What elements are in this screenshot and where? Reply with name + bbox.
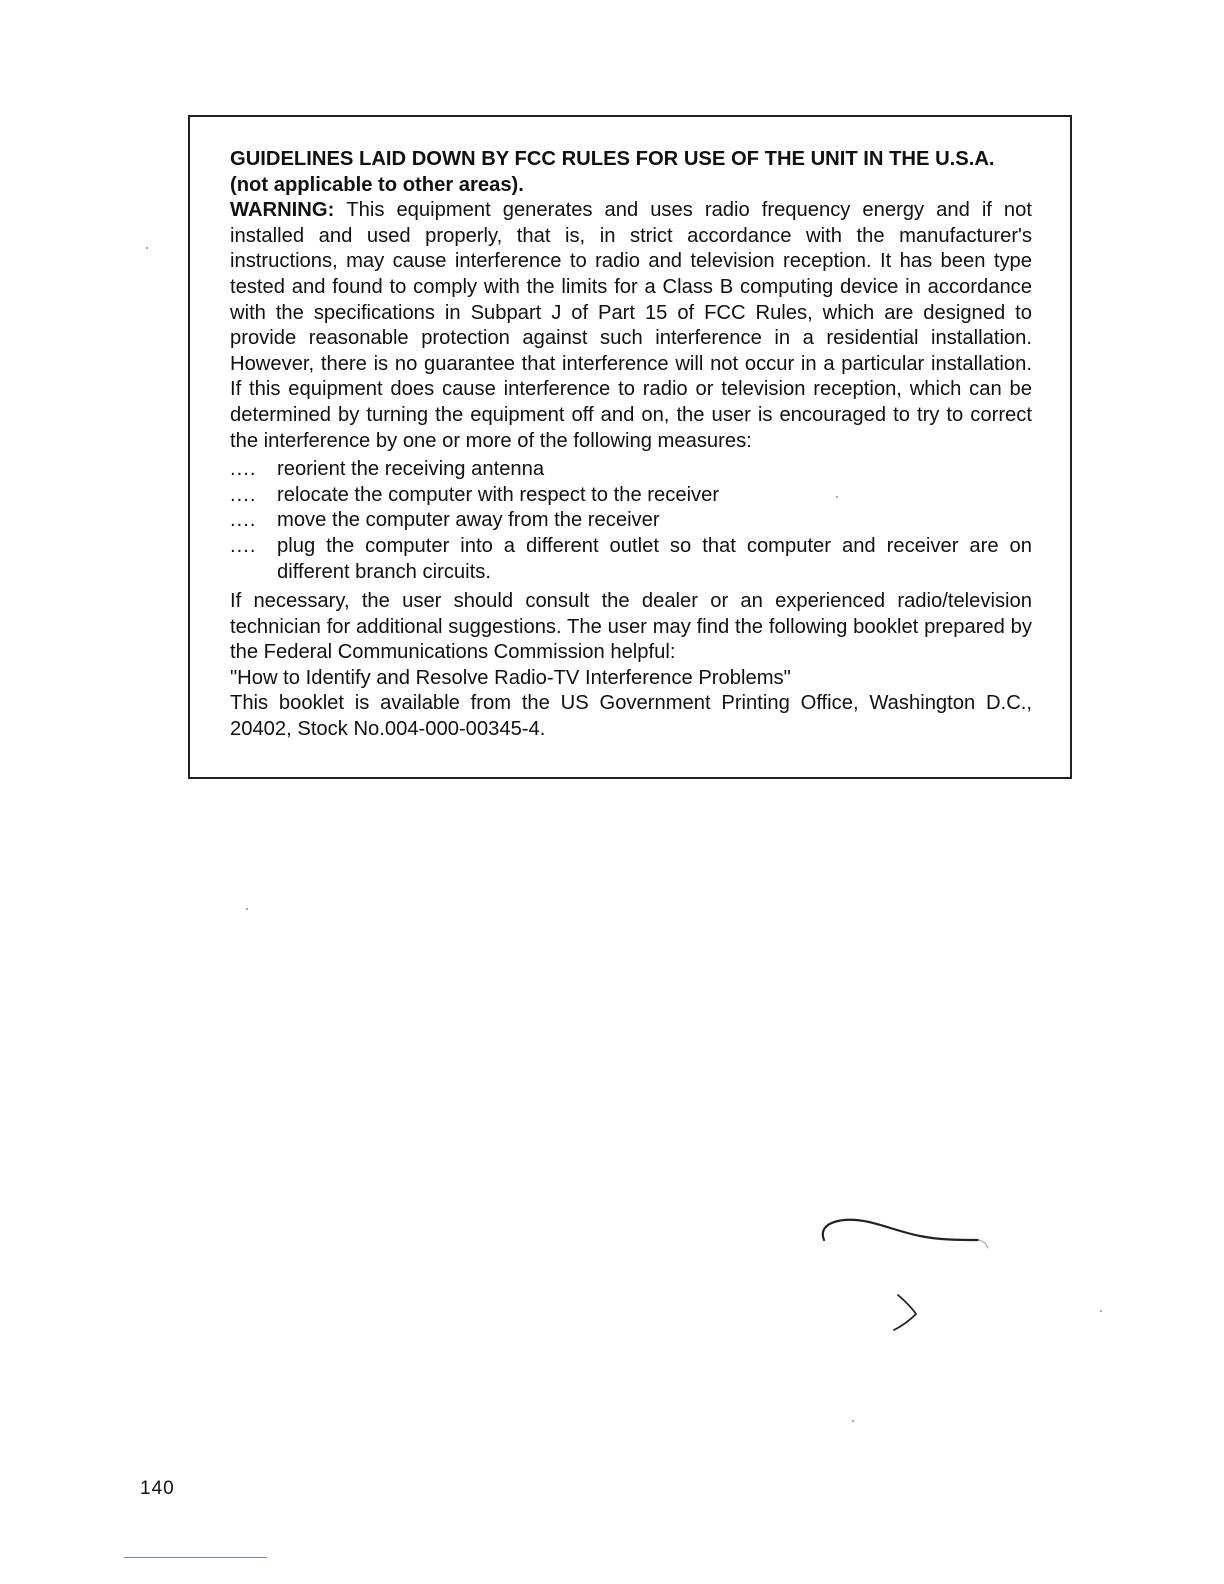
- scan-speck: [246, 908, 248, 910]
- measure-text: relocate the computer with respect to the receiver: [277, 483, 720, 506]
- list-item: [230, 534, 1032, 585]
- measure-prefix: ....: [230, 483, 257, 506]
- measure-prefix: ....: [230, 534, 257, 557]
- list-item: [230, 457, 1032, 483]
- list-item: [230, 483, 1032, 509]
- notice-heading: GUIDELINES LAID DOWN BY FCC RULES FOR USE OF THE UNIT IN THE U.S.A.: [230, 148, 995, 170]
- booklet-title: "How to Identify and Resolve Radio-TV Interference Problems": [230, 666, 791, 689]
- notice-subheading: (not applicable to other areas).: [230, 173, 524, 196]
- scan-speck: [836, 496, 838, 498]
- warning-label: WARNING:: [230, 199, 335, 222]
- bottom-rule: [124, 1557, 267, 1558]
- scan-speck: [146, 247, 148, 249]
- consult-paragraph: If necessary, the user should consult the dealer or an experienced radio/television technician for additional suggestions. The user may find the following booklet prepared by the Federal Communications Commission helpful:: [230, 590, 1032, 664]
- scan-speck: [1100, 1310, 1102, 1312]
- fcc-notice-box: [188, 115, 1072, 779]
- measure-text: plug the computer into a different outlet so that computer and receiver are on different branch circuits.: [277, 534, 1032, 583]
- warning-text: This equipment generates and uses radio frequency energy and if not installed and used properly, that is, in strict accordance with the manufacturer's instructions, may cause interference to radio and television reception. It has been type tested and found to comply with the limits for a Class B computing device in accordance with the specifications in Subpart J of Part 15 of FCC Rules, which are designed to provide reasonable protection against such interference in a residential installation. However, there is no guarantee that interference will not occur in a particular installation. If this equipment does cause interference to radio or television reception, which can be determined by turning the equipment off and on, the user is encouraged to try to correct the interference by one or more of the following measures:: [230, 199, 1032, 452]
- list-item: [230, 508, 1032, 534]
- availability-paragraph: This booklet is available from the US Government Printing Office, Washington D.C., 20402, Stock No.004-000-00345-4.: [230, 692, 1032, 741]
- scan-speck: [852, 1420, 854, 1422]
- measure-prefix: ....: [230, 509, 257, 532]
- page-number: 140: [140, 1478, 175, 1499]
- measure-text: move the computer away from the receiver: [277, 509, 660, 532]
- warning-paragraph: [230, 198, 1032, 454]
- measure-text: reorient the receiving antenna: [277, 458, 545, 481]
- measure-prefix: ....: [230, 458, 257, 481]
- measures-list: [230, 457, 1032, 585]
- pen-scribble-mark: [810, 1210, 1010, 1340]
